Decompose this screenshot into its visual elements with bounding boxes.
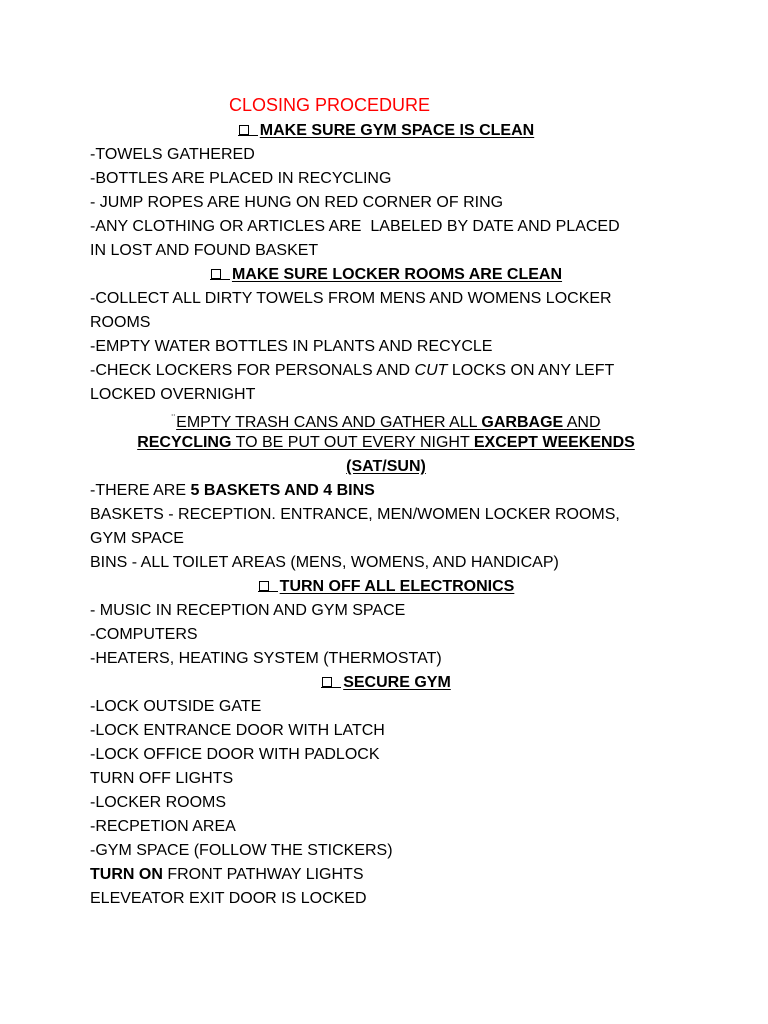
- list-item: [90, 359, 682, 383]
- section-heading-trash-3: [90, 455, 682, 479]
- section-heading-trash: [90, 407, 682, 431]
- trash-heading-3-text: (SAT/SUN): [346, 458, 426, 475]
- list-item: -COLLECT ALL DIRTY TOWELS FROM MENS AND WOMENS LOCKER: [90, 290, 612, 307]
- trash-heading-part-a: EMPTY TRASH CANS AND GATHER ALL: [176, 414, 482, 431]
- section-heading-locker: [90, 263, 682, 287]
- list-item: - MUSIC IN RECEPTION AND GYM SPACE: [90, 602, 406, 619]
- list-item: BINS - ALL TOILET AREAS (MENS, WOMENS, AND HANDICAP): [90, 554, 559, 571]
- list-item: -LOCK ENTRANCE DOOR WITH LATCH: [90, 722, 385, 739]
- list-item: -LOCKER ROOMS: [90, 794, 227, 811]
- section-heading-electronics-text: TURN OFF ALL ELECTRONICS: [279, 578, 515, 595]
- list-item: TURN OFF LIGHTS: [90, 770, 234, 787]
- check-line-italic: CUT: [414, 362, 448, 379]
- count-line-before: -THERE ARE: [90, 482, 191, 499]
- checkbox-icon: [210, 268, 230, 280]
- list-item: -COMPUTERS: [90, 626, 198, 643]
- list-item: -GYM SPACE (FOLLOW THE STICKERS): [90, 842, 393, 859]
- list-item: -RECPETION AREA: [90, 818, 236, 835]
- trash-heading-2-part-c: EXCEPT WEEKENDS: [473, 434, 635, 451]
- list-item: [90, 863, 682, 887]
- list-item: -BOTTLES ARE PLACED IN RECYCLING: [90, 170, 392, 187]
- check-line-after: LOCKS ON ANY LEFT: [447, 362, 615, 379]
- checkbox-icon: [258, 580, 278, 592]
- lights-line-bold: TURN ON: [90, 866, 163, 883]
- list-item: -HEATERS, HEATING SYSTEM (THERMOSTAT): [90, 650, 442, 667]
- section-heading-secure: [90, 671, 682, 695]
- check-line-before: -CHECK LOCKERS FOR PERSONALS AND: [90, 362, 415, 379]
- list-item: -LOCK OUTSIDE GATE: [90, 698, 262, 715]
- checkbox-icon: [321, 676, 341, 688]
- document-title: CLOSING PROCEDURE: [229, 95, 431, 115]
- list-item: GYM SPACE: [90, 530, 184, 547]
- count-line-bold: 5 BASKETS AND 4 BINS: [190, 482, 375, 499]
- list-item: IN LOST AND FOUND BASKET: [90, 242, 319, 259]
- list-item: -TOWELS GATHERED: [90, 146, 255, 163]
- lights-line-rest: FRONT PATHWAY LIGHTS: [162, 866, 364, 883]
- list-item: -ANY CLOTHING OR ARTICLES ARE LABELED BY DATE AND PLACED: [90, 218, 620, 235]
- trash-heading-part-b: GARBAGE: [481, 414, 564, 431]
- list-item: LOCKED OVERNIGHT: [90, 386, 256, 403]
- list-item: ELEVEATOR EXIT DOOR IS LOCKED: [90, 890, 367, 907]
- list-item: -LOCK OFFICE DOOR WITH PADLOCK: [90, 746, 380, 763]
- list-item: BASKETS - RECEPTION. ENTRANCE, MEN/WOMEN LOCKER ROOMS,: [90, 506, 620, 523]
- list-item: - JUMP ROPES ARE HUNG ON RED CORNER OF RING: [90, 194, 504, 211]
- trash-heading-2-part-b: TO BE PUT OUT EVERY NIGHT: [231, 434, 474, 451]
- list-item: -EMPTY WATER BOTTLES IN PLANTS AND RECYCLE: [90, 338, 493, 355]
- checkbox-icon: [238, 124, 258, 136]
- section-heading-gym-text: MAKE SURE GYM SPACE IS CLEAN: [259, 122, 535, 139]
- section-heading-trash-2: [90, 431, 682, 455]
- section-heading-gym: [90, 119, 682, 143]
- document-body: [90, 119, 682, 911]
- section-heading-secure-text: SECURE GYM: [343, 674, 451, 691]
- diaeresis-icon: ¨: [171, 413, 176, 425]
- list-item: [90, 479, 682, 503]
- trash-heading-part-c: AND: [563, 414, 601, 431]
- section-heading-locker-text: MAKE SURE LOCKER ROOMS ARE CLEAN: [231, 266, 563, 283]
- trash-heading-2-part-a: RECYCLING: [137, 434, 232, 451]
- list-item: ROOMS: [90, 314, 151, 331]
- section-heading-electronics: [90, 575, 682, 599]
